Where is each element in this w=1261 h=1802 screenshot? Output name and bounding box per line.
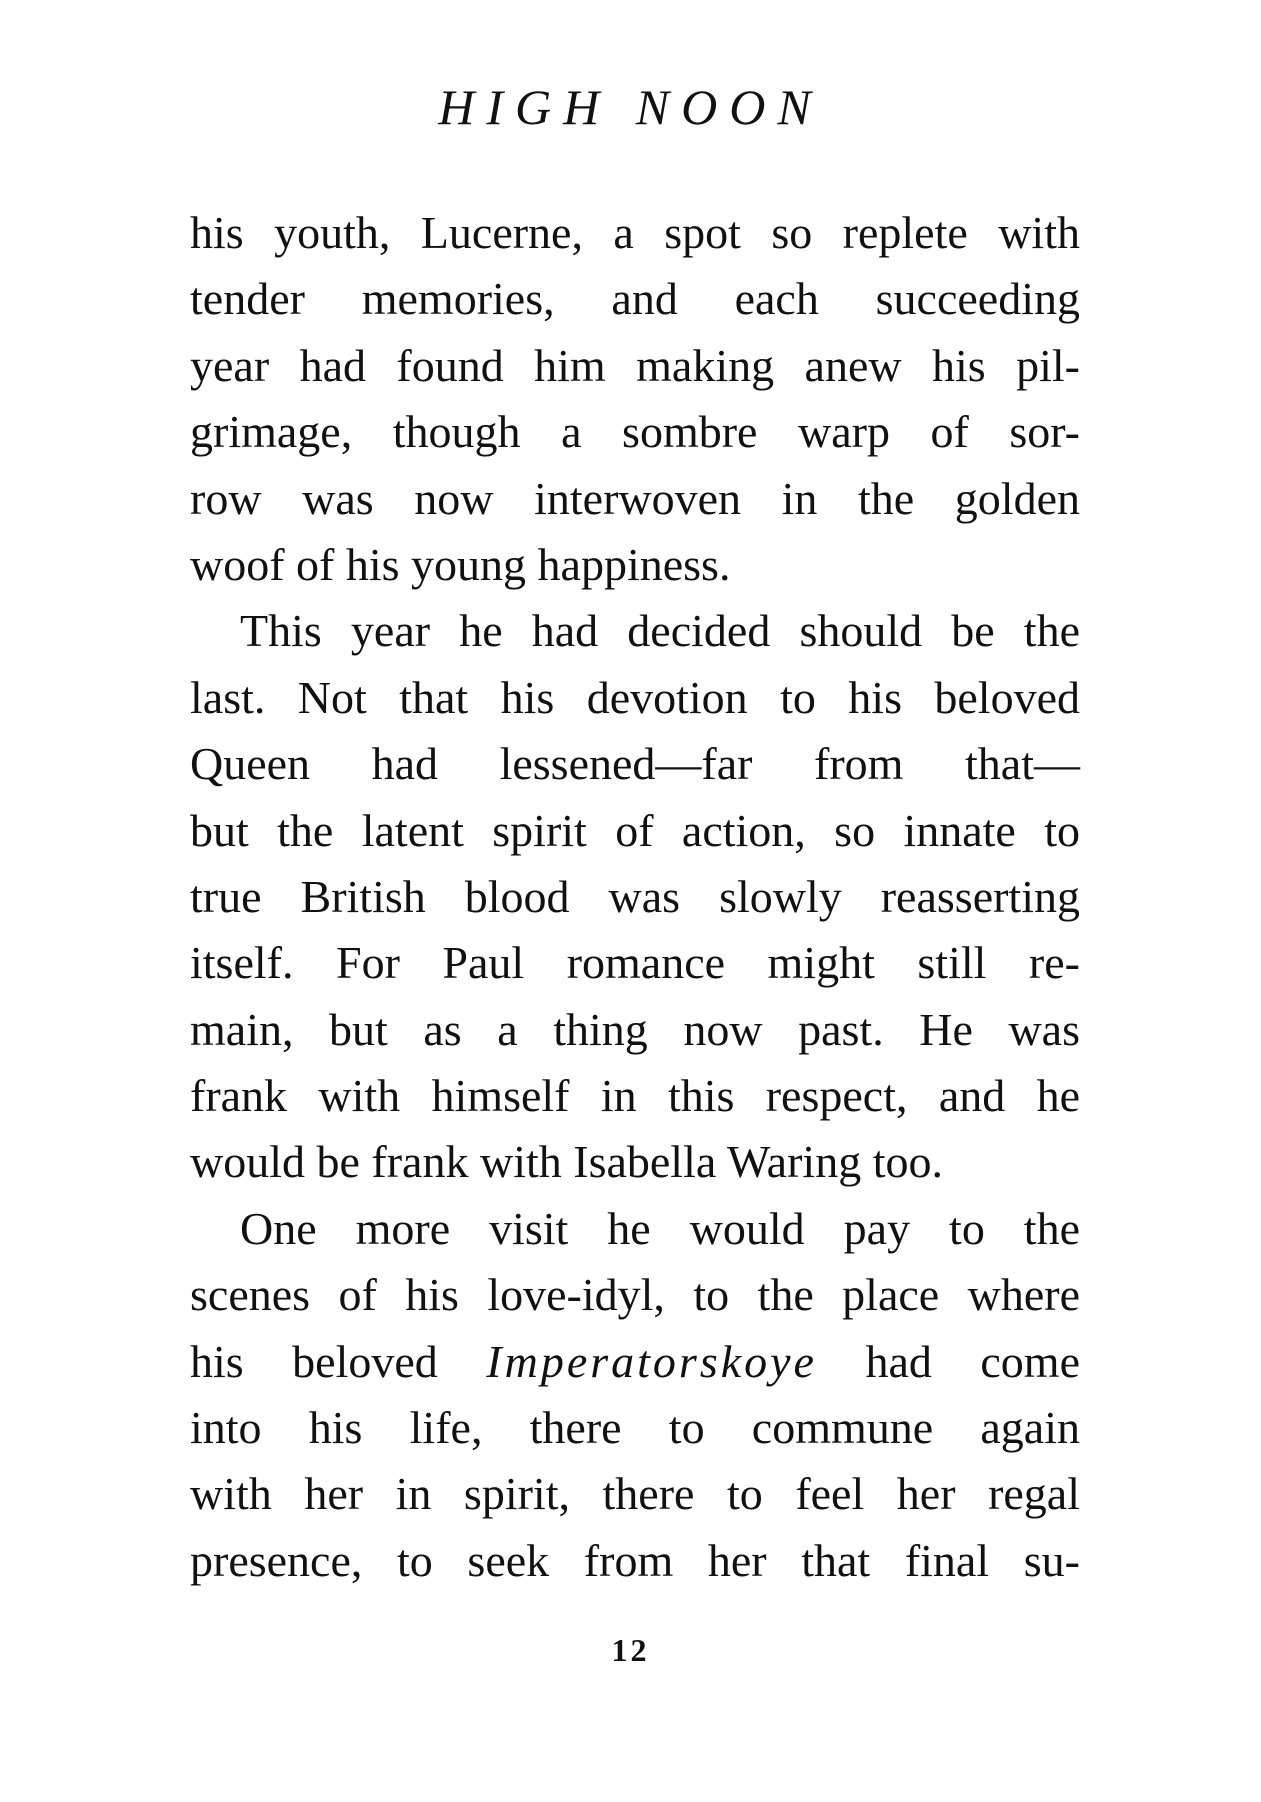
text-line-with-emphasis [190, 1329, 1080, 1395]
text-line: This year he had decided should be the [240, 605, 1080, 657]
text-line: One more visit he would pay to the [240, 1202, 1080, 1254]
text-line: true British blood was slowly reasserting [190, 870, 1080, 922]
text-line: scenes of his love-idyl, to the place where [190, 1269, 1080, 1321]
text-line: his youth, Lucerne, a spot so replete with [190, 207, 1080, 258]
text-line: tender memories, and each succeeding [190, 273, 1080, 325]
italic-ship-name: Imperatorskoye [486, 1335, 817, 1387]
text-line: row was now interwoven in the golden [190, 472, 1080, 524]
text-line: but the latent spirit of action, so innate to [190, 804, 1080, 856]
text-line: itself. For Paul romance might still re- [190, 937, 1080, 989]
text-line: presence, to seek from her that final su- [190, 1534, 1080, 1586]
text-line: into his life, there to commune again [190, 1402, 1080, 1454]
text-line: would be frank with Isabella Waring too. [190, 1136, 943, 1188]
text-fragment: his beloved [190, 1335, 487, 1387]
text-line: woof of his young happiness. [190, 538, 731, 590]
text-line: last. Not that his devotion to his beloved [190, 671, 1080, 723]
text-line: Queen had lessened—far from that— [190, 738, 1080, 790]
text-line: grimage, though a sombre warp of sor- [190, 406, 1080, 458]
text-line: year had found him making anew his pil- [190, 339, 1080, 391]
text-line: with her in spirit, there to feel her regal [190, 1468, 1080, 1520]
text-line: main, but as a thing now past. He was [190, 1003, 1080, 1055]
page-number: 12 [611, 1632, 650, 1668]
running-head: HIGH NOON [438, 79, 823, 135]
text-fragment: had come [816, 1335, 1080, 1387]
text-line: frank with himself in this respect, and he [190, 1070, 1080, 1122]
body-text [190, 200, 1080, 1594]
